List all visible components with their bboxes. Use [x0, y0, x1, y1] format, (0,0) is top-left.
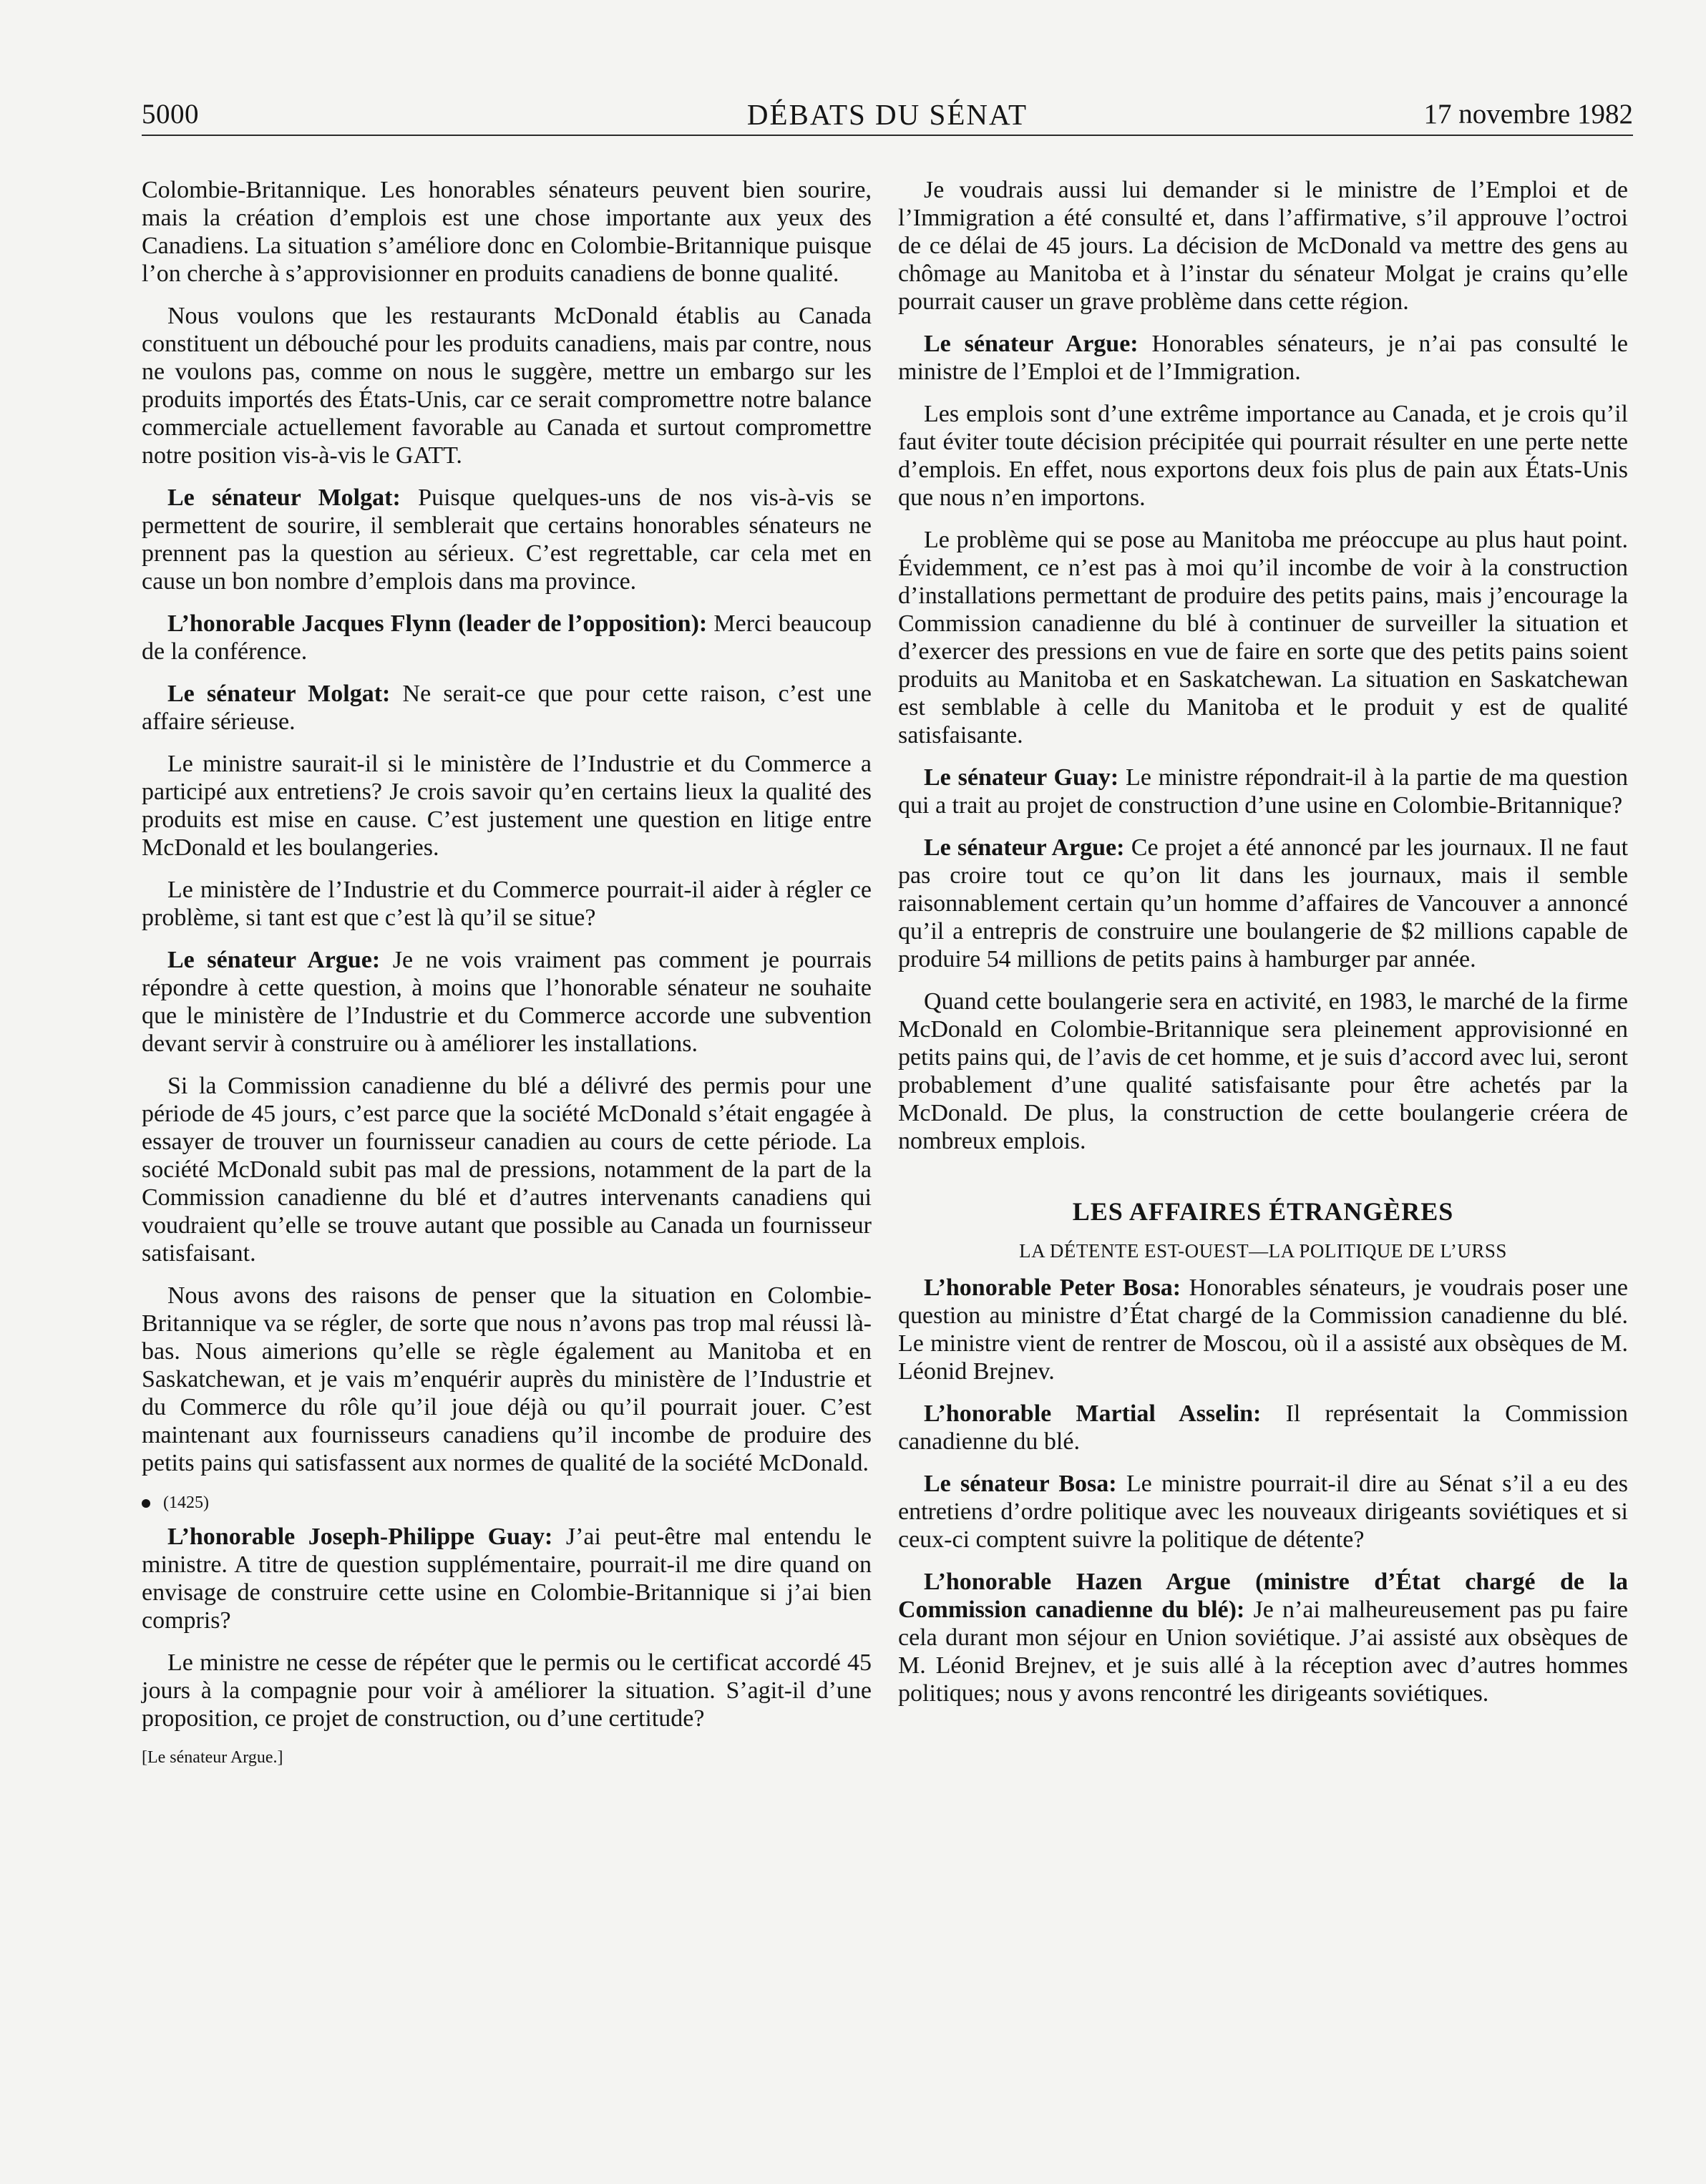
publication-date: 17 novembre 1982 — [1423, 99, 1633, 130]
page-header — [142, 94, 1633, 136]
speaker-name: Le sénateur Molgat: — [167, 484, 401, 511]
paragraph: Le ministre saurait-il si le ministère de l’Industrie et du Commerce a participé aux entretiens? Je crois savoir qu’en certains lieux la qualité des produits est mise en cause. C’est justement une question en litige entre McDonald et les boulangeries. — [142, 751, 872, 861]
paragraph — [898, 834, 1628, 973]
paragraph — [142, 680, 872, 736]
paragraph — [142, 946, 872, 1058]
speech-text: Je ne vois vraiment pas comment je pourrais répondre à cette question, à moins que l’honorable sénateur ne souhaite que le ministère de l’Industrie et du Commerce accorde une subvention devant servir à construire ou à améliorer les installations. — [142, 947, 872, 1057]
speech-text: Ce projet a été annoncé par les journaux. Il ne faut pas croire tout ce qu’on lit dans les journaux, mais il semble raisonnablement certain qu’un homme d’affaires de Vancouver a annoncé qu’il a entrepris de construire une boulangerie de $2 millions capable de produire 54 millions de petits pains à hamburger par année. — [898, 834, 1629, 972]
time-marker — [142, 1491, 872, 1514]
speaker-name: Le sénateur Argue: — [924, 331, 1139, 357]
paragraph: Le ministre ne cesse de répéter que le permis ou le certificat accordé 45 jours à la compagnie pour voir à améliorer la situation. S’agit-il d’une proposition, ce projet de construction, ou d’une certitude? — [142, 1649, 872, 1732]
left-column — [142, 176, 872, 1768]
speech-text: Ne serait-ce que pour cette raison, c’est une affaire sérieuse. — [142, 681, 872, 735]
section-title: LES AFFAIRES ÉTRANGÈRES — [1072, 1197, 1454, 1226]
bullet-icon — [142, 1499, 150, 1508]
paragraph — [898, 1568, 1628, 1707]
speech-text: Honorables sénateurs, je n’ai pas consulté le ministre de l’Emploi et de l’Immigration. — [898, 331, 1628, 385]
paragraph — [142, 1523, 872, 1634]
paragraph: Je voudrais aussi lui demander si le ministre de l’Emploi et de l’Immigration a été consulté et, dans l’affirmative, s’il approuve l’octroi de ce délai de 45 jours. La décision de McDonald va mettre des gens au chômage au Manitoba et à l’instar du sénateur Molgat je crains qu’elle pourrait causer un grave problème dans cette région. — [898, 177, 1628, 315]
speech-text: Le ministre répondrait-il à la partie de ma question qui a trait au projet de construction d’une usine en Colombie-Britannique? — [898, 764, 1629, 819]
paragraph: Le ministère de l’Industrie et du Commerce pourrait-il aider à régler ce problème, si tant est que c’est là qu’il se situe? — [142, 877, 872, 931]
subsection-title: LA DÉTENTE EST-OUEST—LA POLITIQUE DE L’URSS — [1019, 1240, 1507, 1262]
paragraph: Les emplois sont d’une extrême importance au Canada, et je crois qu’il faut éviter toute décision précipitée qui pourrait résulter en une perte nette d’emplois. En effet, nous exportons deux fois plus de pain aux États-Unis que nous n’en importons. — [898, 401, 1628, 511]
speaker-name: L’honorable Martial Asselin: — [924, 1400, 1262, 1427]
paragraph — [142, 484, 872, 595]
paragraph — [898, 1274, 1628, 1385]
paragraph: Si la Commission canadienne du blé a délivré des permis pour une période de 45 jours, c’est parce que la société McDonald s’était engagée à essayer de trouver un fournisseur canadien au cours de cette période. La société McDonald subit pas mal de pressions, notamment de la part de la Commission canadienne du blé et d’autres intervenants canadiens qui voudraient qu’elle se trouve autant que possible au Canada un fournisseur satisfaisant. — [142, 1073, 872, 1267]
paragraph — [898, 1400, 1628, 1456]
paragraph: Colombie-Britannique. Les honorables sénateurs peuvent bien sourire, mais la création d’emplois est une chose importante aux yeux des Canadiens. La situation s’améliore donc en Colombie-Britannique puisque l’on cherche à s’approvisionner en produits canadiens de bonne qualité. — [142, 177, 872, 287]
paragraph: Nous avons des raisons de penser que la situation en Colombie-Britannique va se régler, de sorte que nous n’avons pas trop mal réussi là-bas. Nous aimerions qu’elle se règle également au Manitoba et en Saskatchewan, et je vais m’enquérir auprès du ministère de l’Industrie et du Commerce du rôle qu’il joue déjà ou qu’il pourrait jouer. C’est maintenant aux fournisseurs canadiens qu’il incombe de produire des petits pains qui satisfassent aux normes de qualité de la société McDonald. — [142, 1282, 872, 1476]
time-marker-text: (1425) — [163, 1493, 209, 1512]
speech-text: Le ministre pourrait-il dire au Sénat s’il a eu des entretiens d’ordre politique avec les nouveaux dirigeants soviétiques et si ceux-ci comptent suivre la politique de détente? — [898, 1471, 1629, 1553]
speaker-footer-note: [Le sénateur Argue.] — [142, 1748, 283, 1767]
paragraph — [898, 764, 1628, 819]
speech-text: Je n’ai malheureusement pas pu faire cela durant mon séjour en Union soviétique. J’ai assisté aux obsèques de M. Léonid Brejnev, et je suis allé à la réception avec d’autres hommes politiques; nous y avons rencontré les dirigeants soviétiques. — [898, 1596, 1628, 1707]
right-column — [898, 176, 1628, 1722]
speaker-name: Le sénateur Bosa: — [924, 1471, 1117, 1497]
speaker-name: Le sénateur Molgat: — [167, 681, 391, 707]
speech-text: J’ai peut-être mal entendu le ministre. A titre de question supplémentaire, pourrait-il me dire quand on envisage de construire cette usine en Colombie-Britannique si j’ai bien compris? — [142, 1524, 872, 1634]
speaker-name: L’honorable Hazen Argue (ministre d’État chargé de la Commission canadienne du blé): — [898, 1569, 1628, 1623]
paragraph: Le problème qui se pose au Manitoba me préoccupe au plus haut point. Évidemment, ce n’est pas à moi qu’il incombe de voir à la construction d’installations permettant de produire des petits pains, mais j’encourage la Commission canadienne du blé à continuer de surveiller la situation et d’exercer des pressions en vue de faire en sorte que des petits pains soient produits au Manitoba et en Saskatchewan. La situation en Saskatchewan est semblable à celle du Manitoba et le produit y est de qualité satisfaisante. — [898, 527, 1628, 749]
speech-text: Il représentait la Commission canadienne du blé. — [898, 1400, 1628, 1455]
speaker-name: L’honorable Joseph-Philippe Guay: — [167, 1524, 553, 1550]
speaker-name: Le sénateur Argue: — [924, 834, 1125, 861]
speech-text: Merci beaucoup de la conférence. — [142, 610, 872, 665]
speech-text: Puisque quelques-uns de nos vis-à-vis se permettent de sourire, il semblerait que certains honorables sénateurs ne prennent pas la question au sérieux. C’est regrettable, car cela met en cause un bon nombre d’emplois dans ma province. — [142, 484, 872, 595]
paragraph — [898, 330, 1628, 386]
speaker-name: Le sénateur Guay: — [924, 764, 1119, 791]
paragraph: Quand cette boulangerie sera en activité, en 1983, le marché de la firme McDonald en Colombie-Britannique sera pleinement approvisionné en petits pains qui, de l’avis de cet homme, et je suis d’accord avec lui, seront probablement d’une qualité satisfaisante pour être achetés par la McDonald. De plus, la construction de cette boulangerie créera de nombreux emplois. — [898, 988, 1628, 1154]
page-number: 5000 — [142, 99, 199, 130]
paragraph — [142, 610, 872, 666]
speech-text: Honorables sénateurs, je voudrais poser une question au ministre d’État chargé de la Commission canadienne du blé. Le ministre vient de rentrer de Moscou, où il a assisté aux obsèques de M. Léonid Brejnev. — [898, 1274, 1628, 1385]
publication-title: DÉBATS DU SÉNAT — [746, 98, 1028, 131]
paragraph — [898, 1470, 1628, 1554]
speaker-name: L’honorable Peter Bosa: — [924, 1274, 1181, 1301]
paragraph: Nous voulons que les restaurants McDonald établis au Canada constituent un débouché pour les produits canadiens, mais par contre, nous ne voulons pas, comme on nous le suggère, mettre un embargo sur les produits importés des États-Unis, car ce serait compromettre notre balance commerciale actuellement favorable au Canada et surtout compromettre notre position vis-à-vis le GATT. — [142, 303, 872, 469]
speaker-name: Le sénateur Argue: — [167, 947, 381, 973]
speaker-name: L’honorable Jacques Flynn (leader de l’opposition): — [167, 610, 708, 637]
